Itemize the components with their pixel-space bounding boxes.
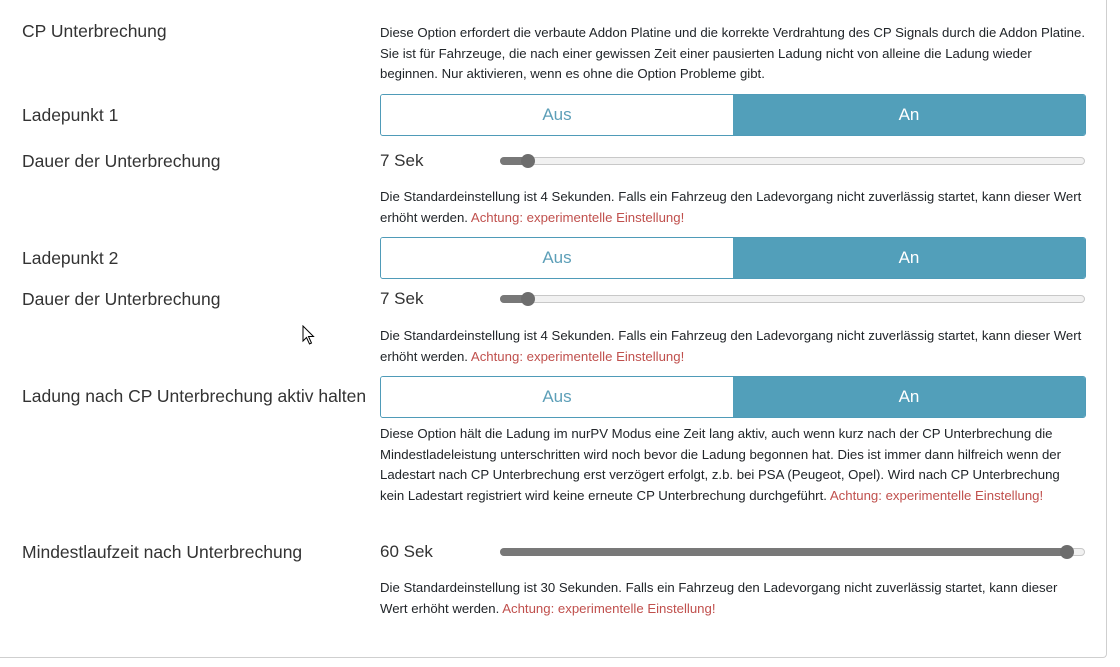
duration-2-slider[interactable] <box>500 292 1085 306</box>
slider-fill <box>500 548 1067 556</box>
duration-1-description <box>380 187 1085 228</box>
duration-1-value: 7 Sek <box>380 151 424 170</box>
chargepoint-1-label: Ladepunkt 1 <box>22 105 119 125</box>
mouse-cursor-icon <box>302 325 316 346</box>
min-runtime-slider[interactable] <box>500 545 1085 559</box>
keep-active-description <box>380 424 1085 506</box>
description-text: Diese Option hält die Ladung im nurPV Modus eine Zeit lang aktiv, auch wenn kurz nach der CP Unterbrechung die Mindestladeleistung unterschritten wird noch bevor die Ladung begonnen hat. Dies ist immer dann hilfreich wenn der Ladestart nach CP Unterbrechung erst verzögert erfolgt, z.b. bei PSA (Peugeot, Opel). Wird nach CP Unterbrechung kein Ladestart registriert wird keine erneute CP Unterbrechung durchgeführt. <box>380 426 1062 503</box>
keep-active-on-button[interactable]: An <box>733 377 1085 417</box>
chargepoint-2-label: Ladepunkt 2 <box>22 248 119 268</box>
description-text: Die Standardeinstellung ist 30 Sekunden. Falls ein Fahrzeug den Ladevorgang nicht zuverlässig startet, kann dieser Wert erhöht werden. <box>380 580 1058 616</box>
min-runtime-label: Mindestlaufzeit nach Unterbrechung <box>22 542 303 562</box>
min-runtime-value: 60 Sek <box>380 542 433 561</box>
chargepoint-1-off-button[interactable]: Aus <box>381 95 733 135</box>
description-text: Die Standardeinstellung ist 4 Sekunden. Falls ein Fahrzeug den Ladevorgang nicht zuverlässig startet, kann dieser Wert erhöht werden. <box>380 328 1082 364</box>
keep-active-off-button[interactable]: Aus <box>381 377 733 417</box>
description-text: Die Standardeinstellung ist 4 Sekunden. Falls ein Fahrzeug den Ladevorgang nicht zuverlässig startet, kann dieser Wert erhöht werden. <box>380 189 1082 225</box>
slider-track <box>500 295 1085 303</box>
warning-text: Achtung: experimentelle Einstellung! <box>502 600 716 616</box>
cp-interrupt-description: Diese Option erfordert die verbaute Addon Platine und die korrekte Verdrahtung des CP Signals durch die Addon Platine. Sie ist für Fahrzeuge, die nach einer gewissen Zeit einer pausierten Ladung nicht von alleine die Ladung wieder beginnen. Nur aktivieren, wenn es ohne die Option Probleme gibt. <box>380 25 1086 82</box>
duration-2-description <box>380 326 1085 367</box>
chargepoint-2-on-button[interactable]: An <box>733 238 1085 278</box>
slider-thumb[interactable] <box>521 292 535 306</box>
min-runtime-description <box>380 578 1085 619</box>
duration-2-value: 7 Sek <box>380 289 424 308</box>
warning-text: Achtung: experimentelle Einstellung! <box>470 209 685 225</box>
keep-active-label: Ladung nach CP Unterbrechung aktiv halten <box>22 386 367 406</box>
chargepoint-1-on-button[interactable]: An <box>733 95 1085 135</box>
slider-thumb[interactable] <box>1060 545 1074 559</box>
duration-1-slider[interactable] <box>500 154 1085 168</box>
keep-active-toggle[interactable] <box>380 376 1086 418</box>
chargepoint-1-toggle[interactable] <box>380 94 1086 136</box>
chargepoint-2-toggle[interactable] <box>380 237 1086 279</box>
chargepoint-2-off-button[interactable]: Aus <box>381 238 733 278</box>
duration-2-label: Dauer der Unterbrechung <box>22 289 221 309</box>
slider-thumb[interactable] <box>521 154 535 168</box>
warning-text: Achtung: experimentelle Einstellung! <box>829 487 1044 503</box>
cp-interrupt-label: CP Unterbrechung <box>22 21 167 41</box>
duration-1-label: Dauer der Unterbrechung <box>22 151 221 171</box>
slider-track <box>500 157 1085 165</box>
warning-text: Achtung: experimentelle Einstellung! <box>470 348 685 364</box>
